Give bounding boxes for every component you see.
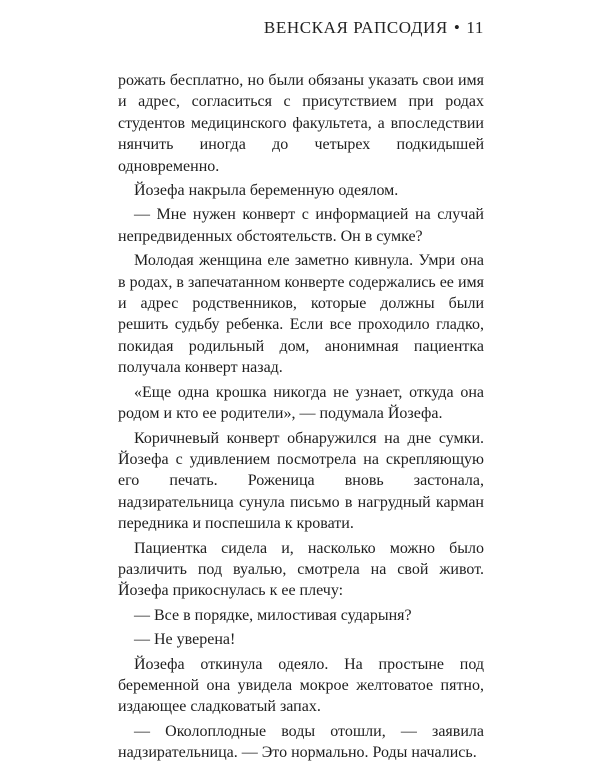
paragraph: Коричневый конверт обнаружился на дне сумки. Йозефа с удивлением посмотрела на скрепляющую его печать. Роженица вновь застонала, надзирательница сунула письмо в нагрудный карман передника и поспешила к кровати. xyxy=(118,429,484,533)
paragraph: Йозефа накрыла беременную одеялом. xyxy=(134,182,399,200)
paragraph: рожать бесплатно, но были обязаны указать свои имя и адрес, согласиться с присутствием при родах студентов медицинского факультета, а впоследствии нянчить иногда до четырех подкидышей одновременно. xyxy=(118,72,484,175)
paragraph: «Еще одна крошка никогда не узнает, откуда она родом и кто ее родители», — подумала Йозефа. xyxy=(118,383,484,423)
paragraph: — Околоплодные воды отошли, — заявила надзирательница. — Это нормально. Роды начались. xyxy=(118,722,484,762)
running-header xyxy=(264,18,484,38)
paragraph: — Все в порядке, милостивая сударыня? xyxy=(134,606,412,624)
body-text xyxy=(118,70,484,767)
page-number: 11 xyxy=(466,18,484,37)
paragraph: Йозефа откинула одеяло. На простыне под беременной она увидела мокрое желтоватое пятно, издающее сладковатый запах. xyxy=(118,655,484,716)
paragraph: — Мне нужен конверт с информацией на случай непредвиденных обстоятельств. Он в сумке? xyxy=(118,206,484,245)
paragraph: Молодая женщина еле заметно кивнула. Умри она в родах, в запечатанном конверте содержались ее имя и адрес родственников, которые должны были решить судьбу ребенка. Если все проходило гладко, покидая родильный дом, анонимная пациентка получала конверт назад. xyxy=(118,252,484,377)
running-title: ВЕНСКАЯ РАПСОДИЯ xyxy=(263,18,448,37)
paragraph: Пациентка сидела и, насколько можно было различить под вуалью, смотрела на свой живот. Йозефа прикоснулась к ее плечу: xyxy=(118,539,484,600)
header-separator: • xyxy=(453,18,461,37)
paragraph: — Не уверена! xyxy=(134,631,236,649)
